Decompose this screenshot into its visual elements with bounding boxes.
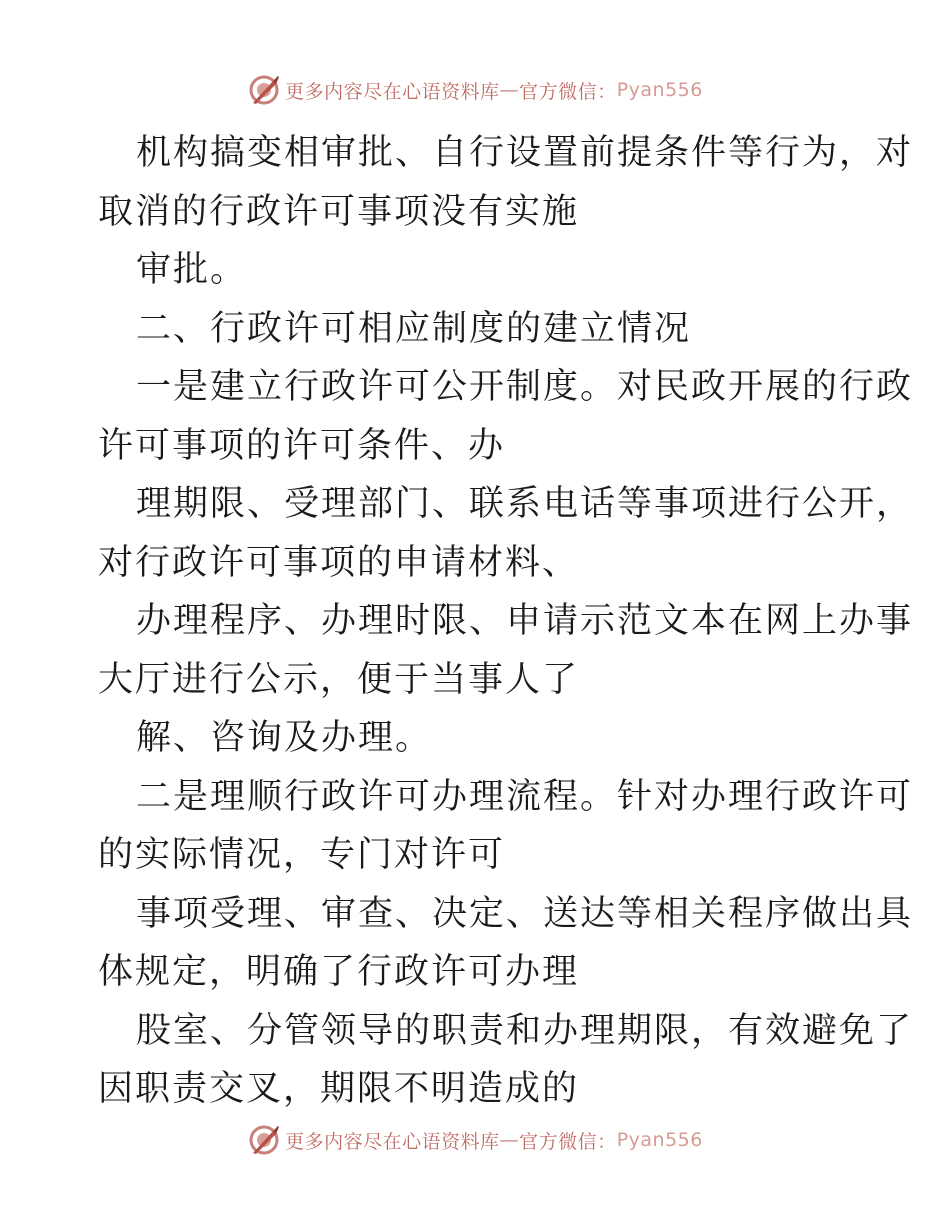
text-line: 理期限、受理部门、联系电话等事项进行公开， xyxy=(136,484,914,524)
watermark-main-text: 更多内容尽在心语资料库 xyxy=(285,1130,500,1153)
section-heading: 二、行政许可相应制度的建立情况 xyxy=(136,308,692,349)
quill-logo-icon xyxy=(247,73,281,107)
watermark-main-text: 更多内容尽在心语资料库 xyxy=(285,80,500,103)
text-line: 事项受理、审查、决定、送达等相关程序做出具 xyxy=(136,893,914,934)
text-line: 办理程序、办理时限、申请示范文本在网上办事 xyxy=(136,601,914,641)
text-line: 取消的行政许可事项没有实施 xyxy=(98,191,580,232)
text-line: 许可事项的许可条件、办 xyxy=(98,425,506,466)
watermark-dash: — xyxy=(499,79,520,101)
text-line: 股室、分管领导的职责和办理期限，有效避免了 xyxy=(136,1010,914,1051)
text-line: 因职责交叉，期限不明造成的 xyxy=(98,1069,580,1109)
quill-logo-icon xyxy=(247,1123,281,1157)
watermark-label: 官方微信： xyxy=(519,80,617,103)
text-line: 解、咨询及办理。 xyxy=(136,718,433,758)
watermark-label: 官方微信： xyxy=(519,1130,617,1153)
document-body xyxy=(98,124,914,1119)
text-line: 体规定，明确了行政许可办理 xyxy=(98,952,580,992)
text-line: 大厅进行公示，便于当事人了 xyxy=(98,659,580,700)
watermark-wechat-id: Pyan556 xyxy=(616,79,703,101)
text-line: 审批。 xyxy=(136,250,248,290)
text-line: 一是建立行政许可公开制度。对民政开展的行政 xyxy=(136,367,914,407)
text-line: 对行政许可事项的申请材料、 xyxy=(98,542,580,583)
watermark-dash: — xyxy=(499,1129,520,1151)
header-watermark xyxy=(0,70,950,110)
text-line: 机构搞变相审批、自行设置前提条件等行为，对 xyxy=(136,133,914,173)
footer-watermark xyxy=(0,1120,950,1160)
text-line: 的实际情况，专门对许可 xyxy=(98,835,506,875)
text-line: 二是理顺行政许可办理流程。针对办理行政许可 xyxy=(136,776,914,817)
watermark-wechat-id: Pyan556 xyxy=(616,1129,703,1151)
